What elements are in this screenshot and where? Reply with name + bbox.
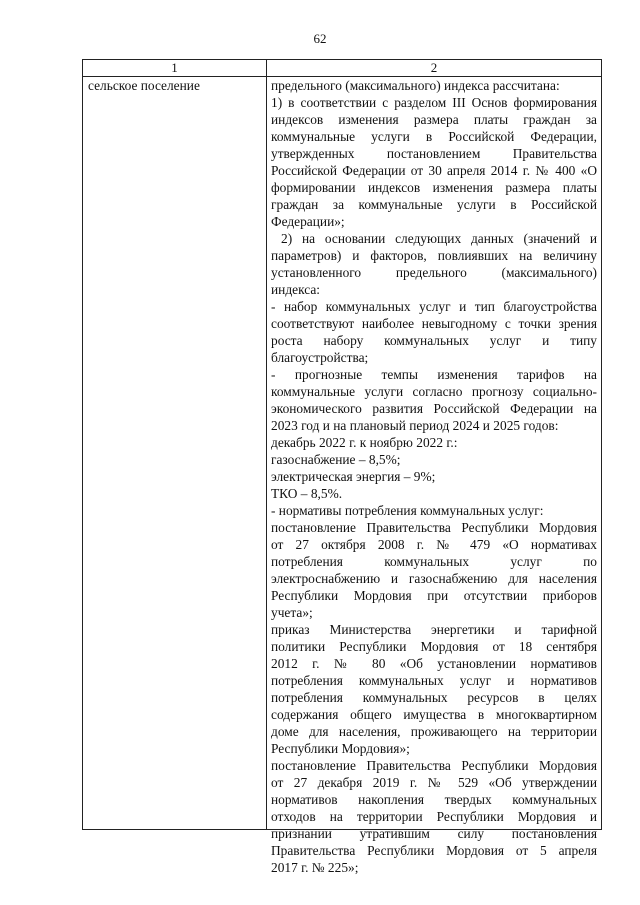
text-line: Республики Мордовия»; [271,741,410,756]
text-line: благоустройства; [271,350,369,365]
text-line: параметров) и факторов, повлиявших на величину [271,248,597,263]
text-line: роста набору коммунальных услуг и типу [271,333,597,348]
text-line: - набор коммунальных услуг и тип благоустройства [271,299,597,314]
settlement-type-cell: сельское поселение [88,78,200,93]
text-line: нормативов накопления твердых коммунальных [271,792,597,807]
text-line: 2017 г. № 225»; [271,860,359,875]
text-line: 1) в соответствии с разделом III Основ формирования [271,95,597,110]
text-line: содержания общего имущества в многоквартирном [271,707,597,722]
text-line: 2012 г. № 80 «Об установлении нормативов [271,656,597,671]
text-line: экономического развития Российской Федерации на [271,401,597,416]
text-line: отходов на территории Республики Мордовия и [271,809,597,824]
text-line: газоснабжение – 8,5%; [271,452,401,467]
text-line: потребления коммунальных услуг по [271,554,597,569]
text-line: Республики Мордовия при отсутствии приборов [271,588,597,603]
text-line: индекса: [271,282,321,297]
text-line: постановление Правительства Республики Мордовия [271,758,597,773]
text-line: учета»; [271,605,313,620]
column-1-header: 1 [171,60,178,75]
text-line: потребления коммунальных услуг и нормативов [271,673,597,688]
text-line: 2023 год и на плановый период 2024 и 2025 годов: [271,418,559,433]
text-line: политики Республики Мордовия от 18 сентября [271,639,597,654]
document-table [82,59,602,875]
text-line: соответствуют наиболее невыгодному с точки зрения [271,316,597,331]
text-line: электроснабжению и газоснабжению для населения [271,571,597,586]
text-line: - прогнозные темпы изменения тарифов на [271,367,597,382]
column-2-header: 2 [430,60,438,75]
text-line: приказ Министерства энергетики и тарифной [271,622,597,637]
text-line: от 27 декабря 2019 г. № 529 «Об утверждении [271,775,597,790]
text-line: доме для населения, проживающего на территории [271,724,597,739]
text-line: признании утратившим силу постановления [271,826,597,841]
text-line: постановление Правительства Республики Мордовия [271,520,597,535]
index-description-cell [271,77,597,876]
text-line: ТКО – 8,5%. [271,486,343,501]
column-divider [266,60,267,829]
text-line: потребления коммунальных ресурсов в целях [271,690,597,705]
text-line: индексов изменения размера платы граждан за [271,112,597,127]
text-line: утвержденных постановлением Правительства [271,146,597,161]
table-header-row [83,60,601,77]
text-line: Федерации»; [271,214,345,229]
text-line: коммунальные услуги в Российской Федерации, [271,129,597,144]
text-line: декабрь 2022 г. к ноябрю 2022 г.: [271,435,458,450]
text-line: 2) на основании следующих данных (значений и [281,231,597,246]
page-number: 62 [313,31,327,46]
text-line: граждан за коммунальные услуги в Российской [271,197,597,212]
text-line: предельного (максимального) индекса рассчитана: [271,78,560,93]
text-line: от 27 октября 2008 г. № 479 «О нормативах [271,537,597,552]
text-line: - нормативы потребления коммунальных услуг: [271,503,544,518]
text-line: формировании индексов изменения размера платы [271,180,597,195]
text-line: коммунальные услуги согласно прогнозу социально- [271,384,597,399]
text-line: Российской Федерации от 30 апреля 2014 г. № 400 «О [271,163,597,178]
text-line: установленного предельного (максимального) [271,265,597,280]
text-line: Правительства Республики Мордовия от 5 апреля [271,843,597,858]
text-line: электрическая энергия – 9%; [271,469,436,484]
